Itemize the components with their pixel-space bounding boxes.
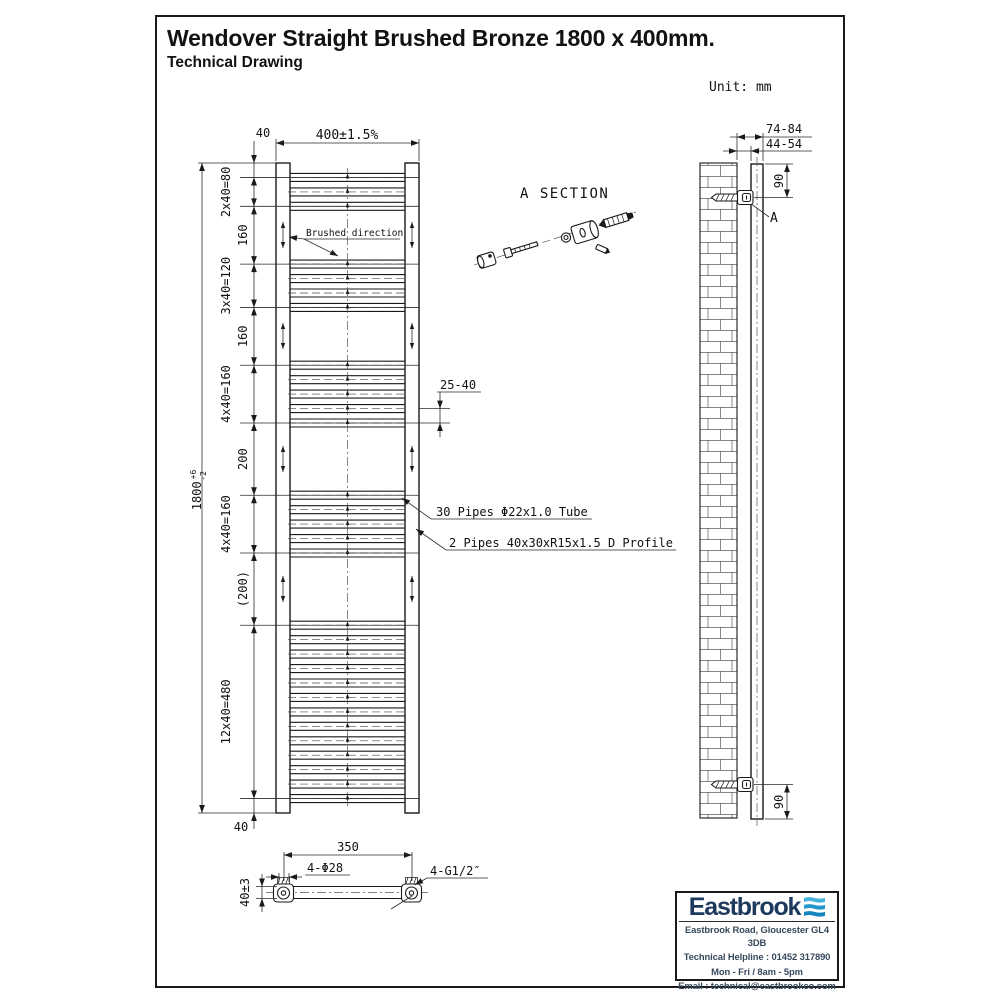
chain-dim-label: 40: [233, 820, 249, 834]
fixing-washer: [561, 233, 570, 242]
unit-label: Unit: mm: [709, 80, 772, 95]
hole-label: 4-Φ28: [307, 861, 344, 875]
manufacturer-address: Eastbrook Road, Gloucester GL4 3DB: [685, 924, 829, 949]
bottom-bracket-label: 90: [772, 794, 786, 810]
chain-dim-label: 160: [236, 325, 250, 348]
hole-dimension: [266, 861, 350, 882]
brand-row: [679, 893, 835, 922]
width-dimension: [276, 128, 419, 161]
front-left-rail: [276, 163, 290, 813]
brand-name: Eastbrook: [688, 892, 801, 921]
chain-dim-label: 2x40=80: [219, 166, 233, 218]
chain-dim-label: 160: [236, 224, 250, 247]
bracket-gap-label: 25-40: [440, 378, 477, 392]
pipe-notes: [402, 498, 676, 550]
chain-dim-label: 3x40=120: [219, 256, 233, 315]
section-label: A SECTION: [520, 186, 610, 202]
pipe-note-tube: 30 Pipes Φ22x1.0 Tube: [436, 505, 588, 519]
top-bracket-label: 90: [772, 173, 786, 189]
bracket-gap-dimension: [419, 378, 481, 437]
brand-logo-icon: [804, 897, 825, 918]
front-view: [189, 126, 676, 834]
section-marker-label: A: [770, 211, 778, 226]
centres-label: 350: [337, 840, 359, 854]
width-dim-label: 400±1.5%: [315, 128, 379, 143]
fixing-grub-screw: [596, 244, 611, 254]
fixing-barrel: [570, 220, 600, 245]
manufacturer-email: Email : technical@eastbrookco.com: [678, 979, 836, 991]
chain-dim-label: 200: [236, 448, 250, 470]
front-right-rail: [405, 163, 419, 813]
depth-bracket-label: 44-54: [766, 137, 803, 151]
fixing-cap: [476, 251, 496, 268]
overall-height-label: $1800^{+6}-2$: [189, 469, 208, 511]
depth-overall-label: 74-84: [766, 122, 803, 136]
page-subtitle: Technical Drawing: [167, 54, 303, 71]
chain-dim-label: 40: [255, 126, 271, 140]
depth-dimensions: [723, 122, 812, 161]
chain-dim-label: 4x40=160: [219, 495, 233, 554]
section-view: [474, 186, 636, 269]
brushed-direction-label: Brushed direction: [306, 228, 404, 239]
manufacturer-box: [675, 891, 839, 991]
manufacturer-helpline: Technical Helpline : 01452 317890: [683, 951, 831, 963]
thread-label: 4-G1/2″: [430, 864, 481, 878]
chain-dim-label: 4x40=160: [219, 365, 233, 424]
side-view: [700, 122, 812, 826]
depth-label: 40±3: [238, 878, 252, 907]
pipe-note-profile: 2 Pipes 40x30xR15x1.5 D Profile: [449, 536, 673, 550]
chain-dim-label: 12x40=480: [219, 679, 233, 745]
brushed-direction-note: [289, 228, 403, 256]
overall-height-dimension: [189, 163, 208, 813]
chain-dim-label: (200): [236, 571, 250, 608]
wall-section: [700, 163, 737, 818]
page-title: Wendover Straight Brushed Bronze 1800 x 400mm.: [167, 25, 715, 51]
fixing-bolt: [503, 239, 538, 258]
manufacturer-hours: Mon - Fri / 8am - 5pm: [711, 965, 803, 977]
fixing-wall-plug: [598, 211, 633, 229]
